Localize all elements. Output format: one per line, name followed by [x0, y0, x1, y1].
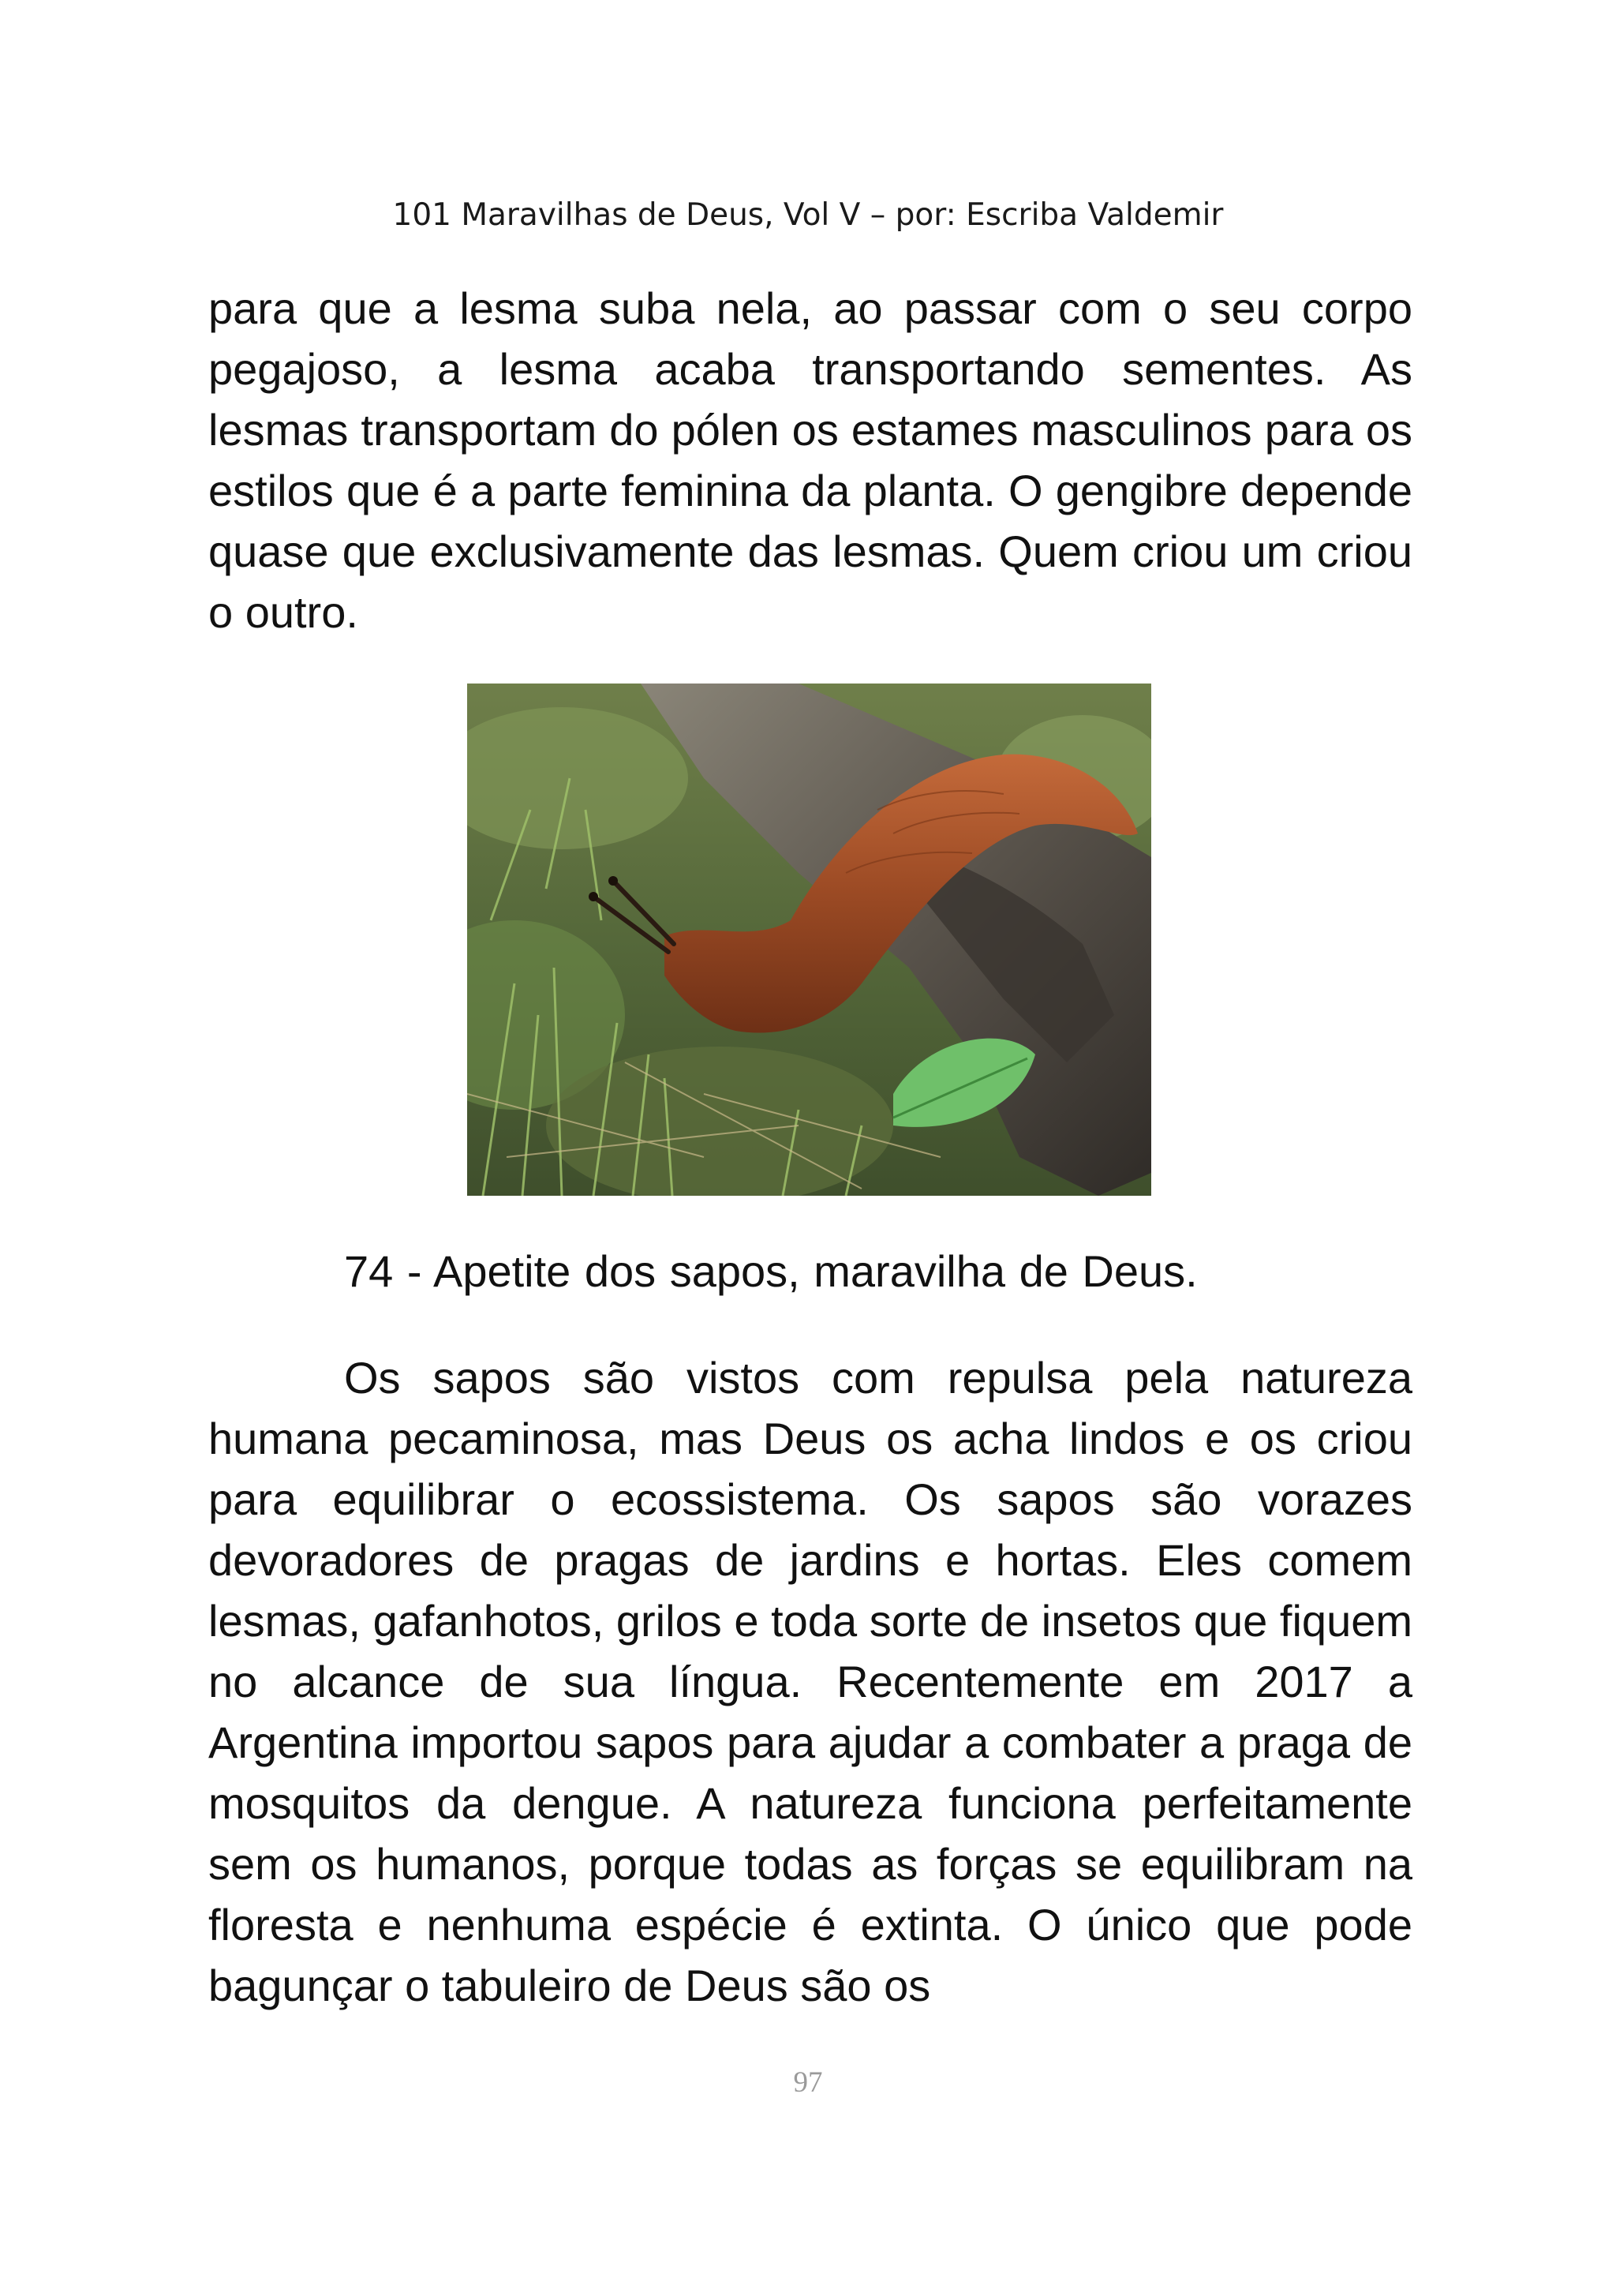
- section-heading: 74 - Apetite dos sapos, maravilha de Deus.: [344, 1246, 1198, 1296]
- body-paragraph-2: Os sapos são vistos com repulsa pela natureza humana pecaminosa, mas Deus os acha lindos e os criou para equilibrar o ecossistema. Os sapos são vorazes devoradores de pragas de jardins e hortas. Eles comem lesmas, gafanhotos, grilos e toda sorte de insetos que fiquem no alcance de sua língua. Recentemente em 2017 a Argentina importou sapos para ajudar a combater a praga de mosquitos da dengue. A natureza funciona perfeitamente sem os humanos, porque todas as forças se equilibram na floresta e nenhuma espécie é extinta. O único que pode bagunçar o tabuleiro de Deus são os: [208, 1353, 1412, 2010]
- page-number: 97: [793, 2066, 823, 2099]
- body-paragraph-1: para que a lesma suba nela, ao passar com o seu corpo pegajoso, a lesma acaba transportando sementes. As lesmas transportam do pólen os estames masculinos para os estilos que é a parte feminina da planta. O gengibre depende quase que exclusivamente das lesmas. Quem criou um criou o outro.: [208, 283, 1412, 637]
- slug-photo: [467, 684, 1151, 1196]
- running-header: 101 Maravilhas de Deus, Vol V – por: Escriba Valdemir: [392, 197, 1224, 233]
